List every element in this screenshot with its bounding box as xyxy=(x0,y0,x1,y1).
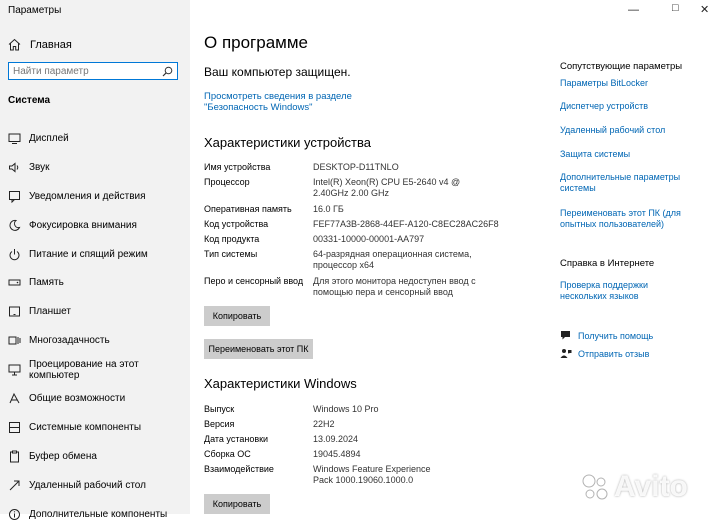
search-box[interactable] xyxy=(8,62,178,80)
feedback-icon xyxy=(560,348,572,359)
avito-watermark xyxy=(580,470,688,504)
device-specs-heading: Характеристики устройства xyxy=(204,135,371,150)
sidebar-item-label: Дисплей xyxy=(29,132,69,144)
home-nav-item[interactable] xyxy=(8,38,72,51)
section-label: Система xyxy=(8,95,51,106)
system-protection-link[interactable]: Защита системы xyxy=(560,149,631,159)
sidebar-item-multitasking[interactable] xyxy=(0,326,190,355)
sidebar-item-label: Общие возможности xyxy=(29,392,126,404)
spec-value: Windows 10 Pro xyxy=(313,404,379,414)
feedback-label: Отправить отзыв xyxy=(578,348,650,359)
language-support-link[interactable]: Проверка поддержки нескольких языков xyxy=(560,280,648,301)
page-title: О программе xyxy=(204,33,309,52)
rename-pc-advanced-link[interactable]: Переименовать этот ПК (для опытных пользователей) xyxy=(560,208,681,229)
bitlocker-link[interactable]: Параметры BitLocker xyxy=(560,78,648,88)
sidebar-item-sound[interactable] xyxy=(0,153,190,182)
sidebar-item-display[interactable] xyxy=(0,124,190,153)
spec-key: Дата установки xyxy=(204,434,269,444)
sidebar-item-label: Звук xyxy=(29,161,50,173)
sidebar-nav xyxy=(0,124,190,528)
spec-key: Процессор xyxy=(204,177,250,187)
spec-key: Код устройства xyxy=(204,219,269,229)
copy-windows-specs-button[interactable]: Копировать xyxy=(204,494,270,514)
sidebar-item-label: Планшет xyxy=(29,306,71,318)
remote-icon xyxy=(8,479,21,492)
spec-key: Тип системы xyxy=(204,249,258,259)
components-icon xyxy=(8,421,21,434)
info-icon xyxy=(8,508,21,521)
sidebar-item-label: Удаленный рабочий стол xyxy=(29,479,146,491)
spec-value: 22H2 xyxy=(313,419,335,429)
sidebar-item-power[interactable] xyxy=(0,240,190,269)
main-panel xyxy=(190,0,720,514)
spec-key: Оперативная память xyxy=(204,204,292,214)
feedback-link[interactable] xyxy=(560,348,649,359)
spec-value: FEF77A3B-2868-44EF-A120-C8EC28AC26F8 xyxy=(313,219,499,229)
spec-key: Взаимодействие xyxy=(204,464,274,474)
sidebar-item-label: Многозадачность xyxy=(29,335,110,347)
sidebar-item-label: Системные компоненты xyxy=(29,421,142,433)
sidebar-item-label: Питание и спящий режим xyxy=(29,248,148,260)
spec-value: 64-разрядная операционная система, процессор x64 xyxy=(313,249,472,270)
search-input[interactable] xyxy=(13,66,153,77)
power-icon xyxy=(8,248,21,261)
monitor-icon xyxy=(8,132,21,145)
speaker-icon xyxy=(8,161,21,174)
spec-key: Сборка ОС xyxy=(204,449,251,459)
sidebar-item-label: Память xyxy=(29,277,64,289)
home-label: Главная xyxy=(30,38,72,51)
spec-value: 00331-10000-00001-AA797 xyxy=(313,234,425,244)
spec-value: 16.0 ГБ xyxy=(313,204,344,214)
tablet-icon xyxy=(8,305,21,318)
spec-value: Windows Feature Experience Pack 1000.19060.1000.0 xyxy=(313,464,431,485)
sidebar-item-tablet[interactable] xyxy=(0,297,190,326)
spec-value: 13.09.2024 xyxy=(313,434,359,444)
home-icon xyxy=(8,38,21,51)
spec-value: DESKTOP-D11TNLO xyxy=(313,162,399,172)
storage-icon xyxy=(8,276,21,289)
search-icon[interactable] xyxy=(162,66,173,77)
spec-value: Для этого монитора недоступен ввод с помощью пера и сенсорный ввод xyxy=(313,276,476,297)
spec-key: Имя устройства xyxy=(204,162,271,172)
sidebar-item-storage[interactable] xyxy=(0,268,190,297)
sidebar-item-shared[interactable] xyxy=(0,384,190,413)
clipboard-icon xyxy=(8,450,21,463)
spec-value: Intel(R) Xeon(R) CPU E5-2640 v4 @ 2.40GHz 2.00 GHz xyxy=(313,177,461,198)
sidebar-item-label: Дополнительные компоненты xyxy=(29,508,168,520)
close-icon[interactable]: ✕ xyxy=(700,4,710,16)
help-heading: Справка в Интернете xyxy=(560,258,655,269)
get-help-label: Получить помощь xyxy=(578,330,654,341)
sidebar xyxy=(0,0,190,520)
spec-key: Код продукта xyxy=(204,234,260,244)
sidebar-item-notifications[interactable] xyxy=(0,182,190,211)
notification-icon xyxy=(8,190,21,203)
sidebar-item-label: Фокусировка внимания xyxy=(29,219,137,231)
spec-key: Выпуск xyxy=(204,404,235,414)
sidebar-item-focus[interactable] xyxy=(0,211,190,240)
sidebar-item-components[interactable] xyxy=(0,413,190,442)
maximize-icon[interactable]: □ xyxy=(672,2,679,14)
sidebar-item-projecting[interactable] xyxy=(0,355,190,384)
advanced-system-settings-link[interactable]: Дополнительные параметры системы xyxy=(560,172,681,193)
spec-key: Версия xyxy=(204,419,235,429)
projector-icon xyxy=(8,363,21,376)
sidebar-item-label: Буфер обмена xyxy=(29,450,97,462)
shared-icon xyxy=(8,392,21,405)
copy-device-specs-button[interactable]: Копировать xyxy=(204,306,270,326)
avito-logo-icon xyxy=(580,472,610,502)
rename-pc-button[interactable]: Переименовать этот ПК xyxy=(204,339,313,359)
spec-key: Перо и сенсорный ввод xyxy=(204,276,304,286)
security-link[interactable]: Просмотреть сведения в разделе "Безопасность Windows" xyxy=(204,91,352,113)
protection-status: Ваш компьютер защищен. xyxy=(204,65,351,79)
help-chat-icon xyxy=(560,330,572,341)
device-manager-link[interactable]: Диспетчер устройств xyxy=(560,101,648,111)
sidebar-item-label: Проецирование на этот компьютер xyxy=(29,358,139,381)
multitask-icon xyxy=(8,334,21,347)
related-heading: Сопутствующие параметры xyxy=(560,61,683,72)
minimize-icon[interactable]: — xyxy=(628,4,639,16)
watermark-text: Avito xyxy=(614,470,688,503)
sidebar-item-label: Уведомления и действия xyxy=(29,190,146,202)
get-help-link[interactable] xyxy=(560,330,653,341)
moon-icon xyxy=(8,219,21,232)
remote-desktop-link[interactable]: Удаленный рабочий стол xyxy=(560,125,666,135)
window-title: Параметры xyxy=(8,5,62,16)
sidebar-item-clipboard[interactable] xyxy=(0,442,190,471)
windows-specs-heading: Характеристики Windows xyxy=(204,376,357,391)
sidebar-item-remote[interactable] xyxy=(0,471,190,500)
spec-value: 19045.4894 xyxy=(313,449,361,459)
